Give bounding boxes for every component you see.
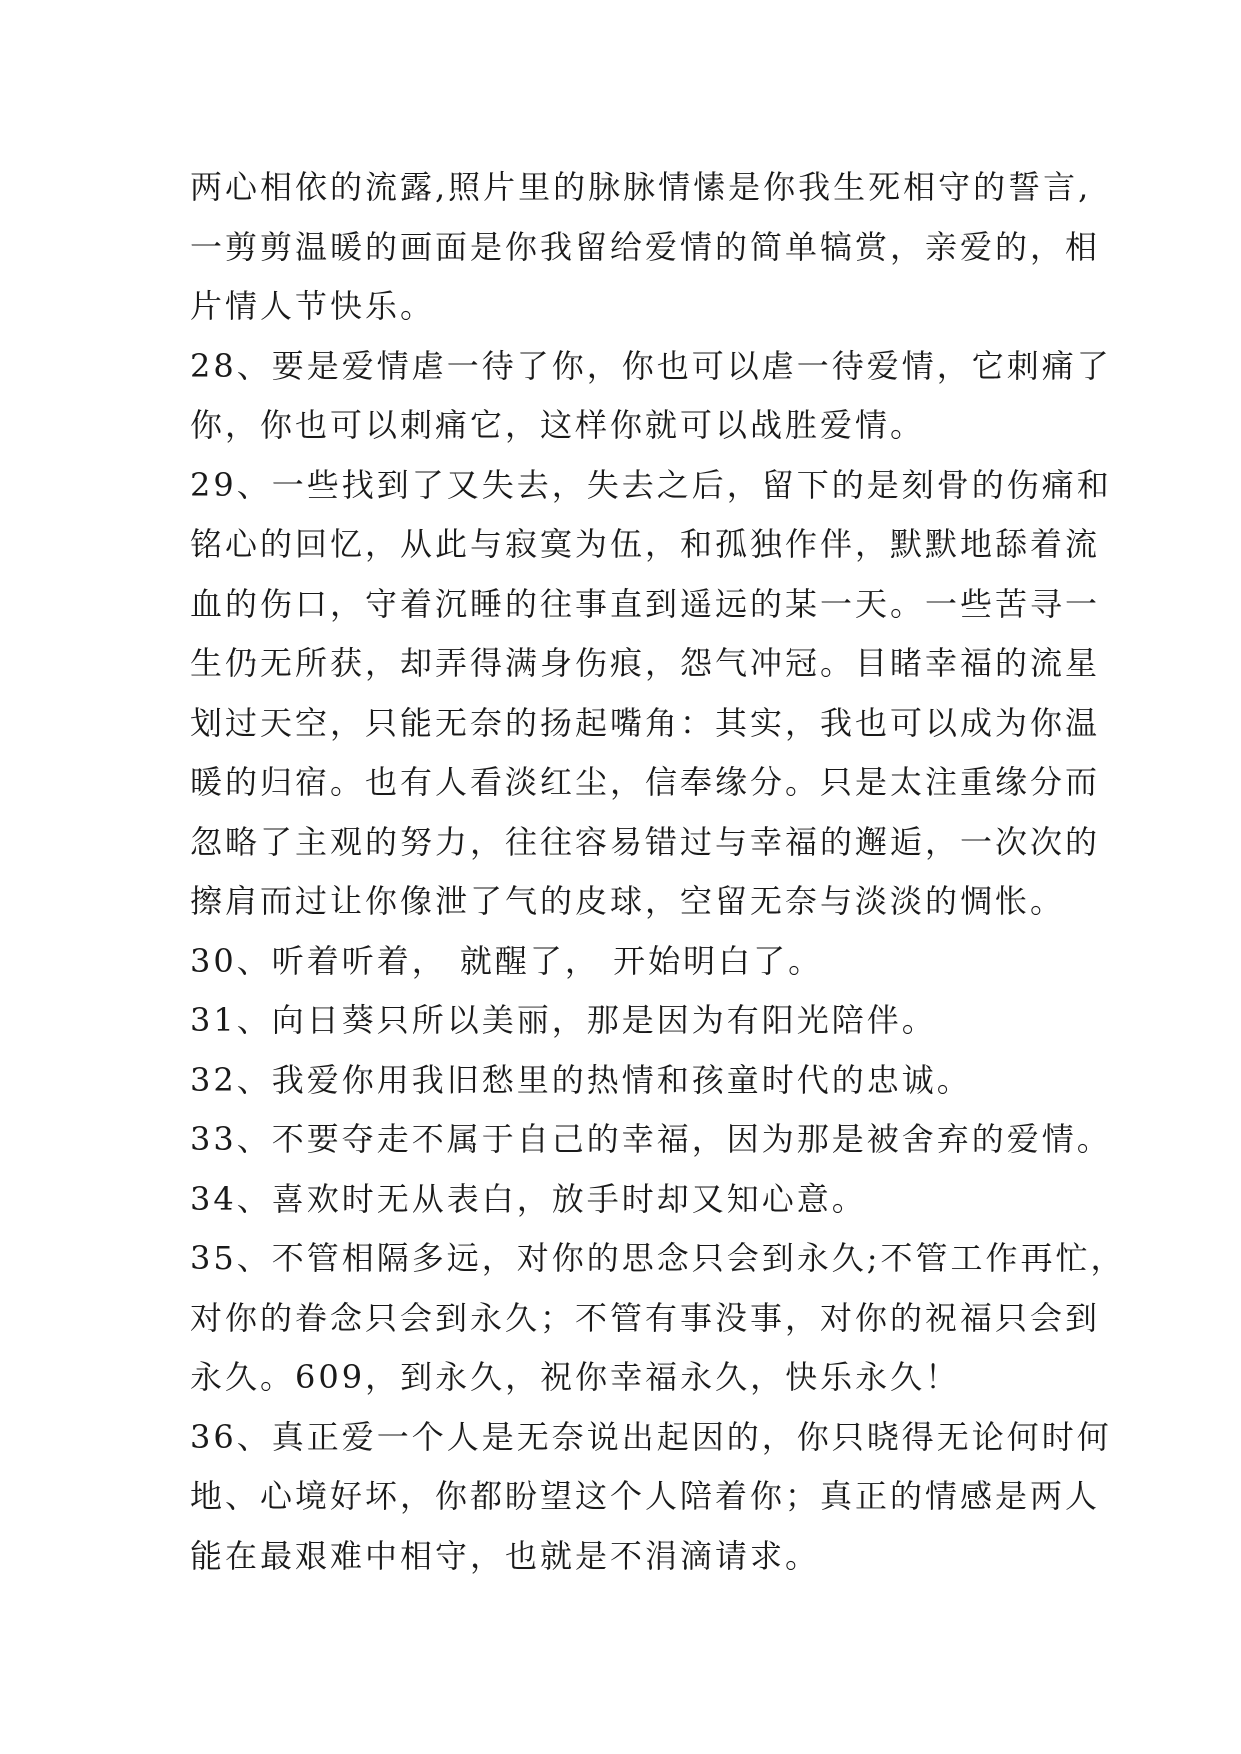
text-line: 划过天空，只能无奈的扬起嘴角：其实，我也可以成为你温 xyxy=(190,703,1101,742)
text-line: 你，你也可以刺痛它，这样你就可以战胜爱情。 xyxy=(190,406,926,444)
text-line: 两心相依的流露,照片里的脉脉情愫是你我生死相守的誓言, xyxy=(190,168,1092,206)
text-line: 34、喜欢时无从表白，放手时却又知心意。 xyxy=(190,1179,867,1218)
text-line: 永久。609，到永久，祝你幸福永久，快乐永久！ xyxy=(190,1358,961,1396)
text-line: 地、心境好坏，你都盼望这个人陪着你；真正的情感是两人 xyxy=(190,1477,1101,1515)
text-line: 能在最艰难中相守，也就是不涓滴请求。 xyxy=(190,1536,821,1575)
text-line: 生仍无所获，却弄得满身伤痕，怨气冲冠。目睹幸福的流星 xyxy=(190,644,1101,682)
text-line: 29、一些找到了又失去，失去之后，留下的是刻骨的伤痛和 xyxy=(190,465,1112,504)
text-line: 一剪剪温暖的画面是你我留给爱情的简单犒赏，亲爱的，相 xyxy=(190,227,1101,266)
text-line: 36、真正爱一个人是无奈说出起因的，你只晓得无论何时何 xyxy=(190,1417,1112,1456)
text-line: 片情人节快乐。 xyxy=(190,287,436,325)
text-line: 铭心的回忆，从此与寂寞为伍，和孤独作伴，默默地舔着流 xyxy=(190,525,1101,563)
text-line: 33、不要夺走不属于自己的幸福，因为那是被舍弃的爱情。 xyxy=(190,1120,1112,1158)
text-line: 对你的眷念只会到永久；不管有事没事，对你的祝福只会到 xyxy=(190,1298,1101,1337)
text-line: 擦肩而过让你像泄了气的皮球，空留无奈与淡淡的惆怅。 xyxy=(190,882,1066,920)
text-line: 35、不管相隔多远，对你的思念只会到永久;不管工作再忙， xyxy=(190,1239,1126,1277)
text-line: 28、要是爱情虐一待了你，你也可以虐一待爱情，它刺痛了 xyxy=(190,346,1112,385)
text-line: 暖的归宿。也有人看淡红尘，信奉缘分。只是太注重缘分而 xyxy=(190,763,1101,801)
text-line: 血的伤口，守着沉睡的往事直到遥远的某一天。一些苦寻一 xyxy=(190,584,1101,623)
body-text xyxy=(190,158,1126,1586)
text-line: 忽略了主观的努力，往往容易错过与幸福的邂逅，一次次的 xyxy=(190,822,1101,861)
text-line: 30、听着听着， 就醒了， 开始明白了。 xyxy=(190,941,824,980)
text-line: 32、我爱你用我旧愁里的热情和孩童时代的忠诚。 xyxy=(190,1060,972,1099)
text-line: 31、向日葵只所以美丽，那是因为有阳光陪伴。 xyxy=(190,1001,937,1039)
